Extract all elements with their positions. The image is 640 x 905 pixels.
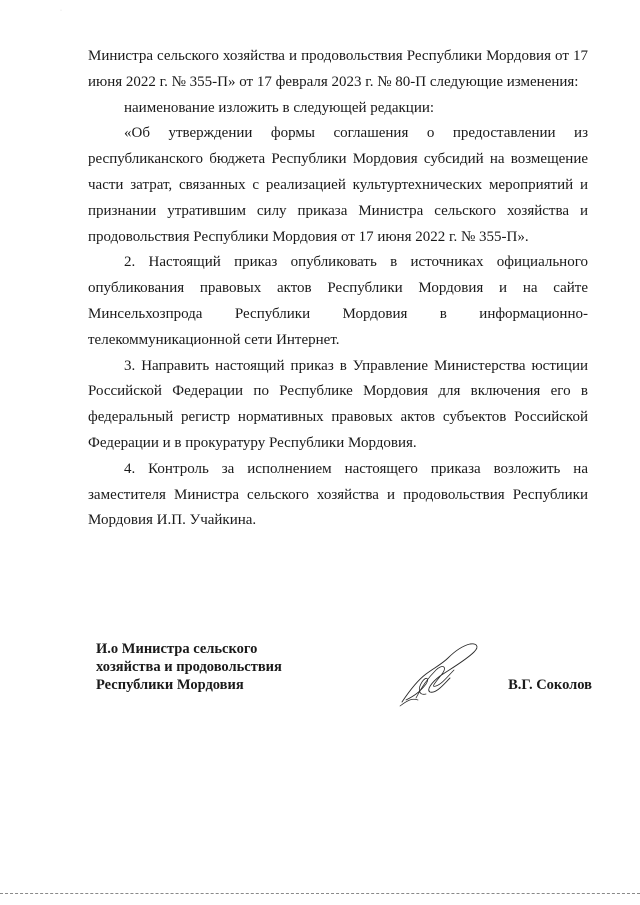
paragraph-item-4: 4. Контроль за исполнением настоящего приказа возложить на заместителя Министра сельского хозяйства и продовольствия Республики Мордовия И.П. Учайкина. — [88, 460, 588, 529]
signatory-title-line: Республики Мордовия — [96, 677, 244, 693]
order-body — [88, 44, 588, 534]
signatory-name: В.Г. Соколов — [508, 677, 592, 693]
signatory-title — [96, 640, 326, 694]
scan-mark: · — [60, 8, 62, 14]
page-bottom-edge — [0, 893, 640, 894]
paragraph-continuation: Министра сельского хозяйства и продовольствия Республики Мордовия от 17 июня 2022 г. № 355-П» от 17 февраля 2023 г. № 80-П следующие изменения: — [88, 48, 588, 90]
paragraph-title-intro: наименование изложить в следующей редакции: — [124, 99, 435, 116]
paragraph-item-3: 3. Направить настоящий приказ в Управление Министерства юстиции Российской Федерации по Республике Мордовия для включения его в федеральный регистр нормативных правовых актов субъектов Российской Федерации и в прокуратуру Республики Мордовия. — [88, 357, 588, 451]
signatory-title-line: И.о Министра сельского — [96, 641, 258, 657]
signatory-title-line: хозяйства и продовольствия — [96, 659, 282, 675]
paragraph-new-title: «Об утверждении формы соглашения о предоставлении из республиканского бюджета Республики Мордовия субсидий на возмещение части затрат, связанных с реализацией культуртехнических мероприятий и признании утратившим силу приказа Министра сельского хозяйства и продовольствия Республики Мордовия от 17 июня 2022 г. № 355-П». — [88, 125, 588, 245]
handwritten-signature — [396, 640, 486, 710]
signature-block — [96, 640, 596, 710]
paragraph-item-2: 2. Настоящий приказ опубликовать в источниках официального опубликования правовых актов Республики Мордовия и на сайте Минсельхозпрода Республики Мордовия в информационно-телекоммуникационной сети Интернет. — [88, 254, 588, 348]
